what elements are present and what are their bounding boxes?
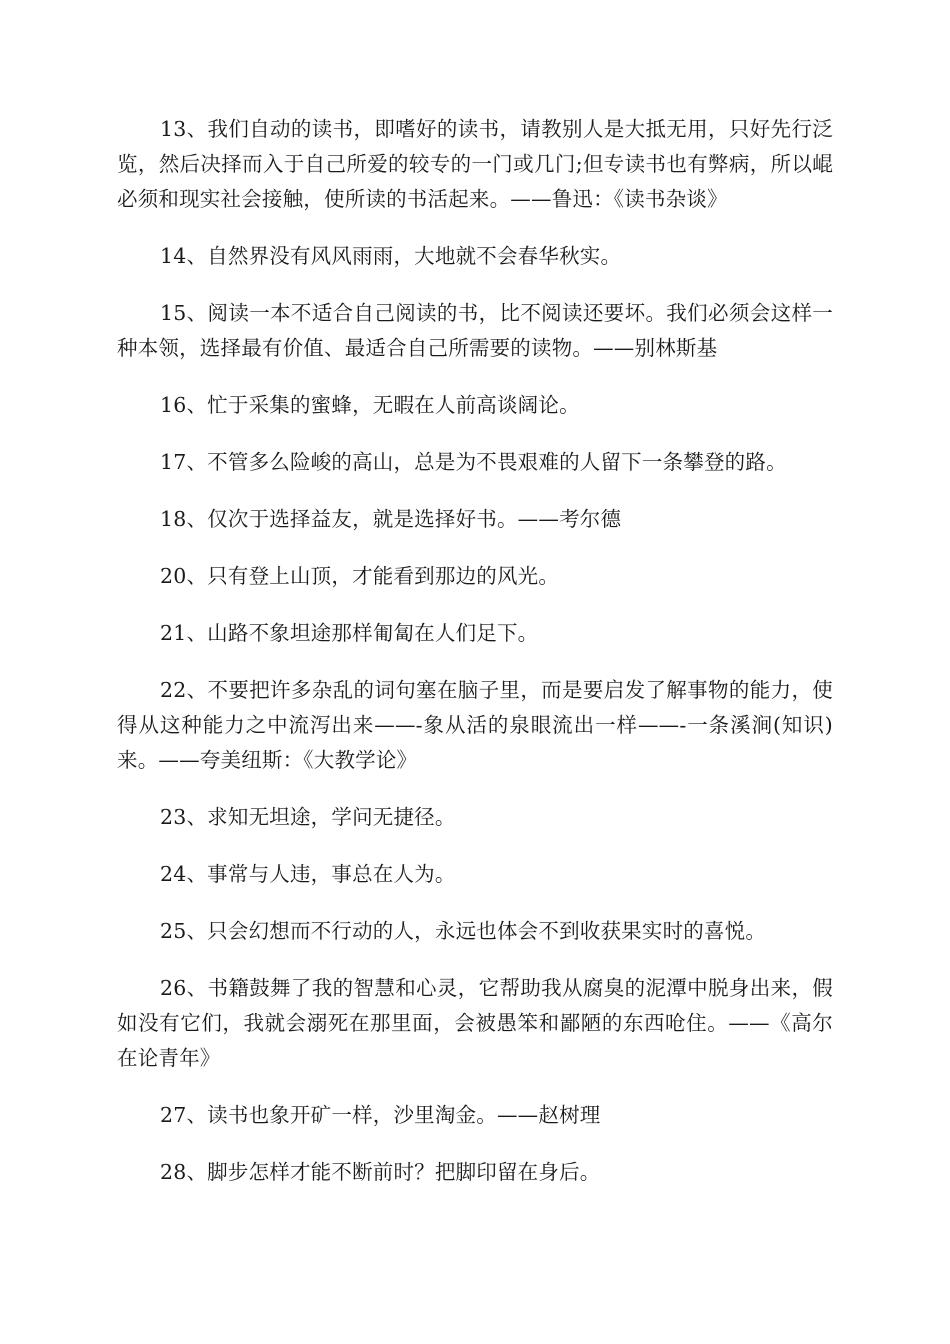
- quote-paragraph-23: 23、求知无坦途，学问无捷径。: [160, 805, 456, 829]
- quote-paragraph-15: 15、阅读一本不适合自己阅读的书，比不阅读还要坏。我们必须会这样一种本领，选择最有价值、最适合自己所需要的读物。——别林斯基: [117, 301, 833, 360]
- quote-paragraph-25: 25、只会幻想而不行动的人，永远也体会不到收获果实时的喜悦。: [160, 919, 767, 943]
- quote-paragraph-14: 14、自然界没有风风雨雨，大地就不会春华秋实。: [160, 244, 622, 268]
- quote-paragraph-13: 13、我们自动的读书，即嗜好的读书，请教别人是大抵无用，只好先行泛览，然后决择而入于自己所爱的较专的一门或几门;但专读书也有弊病，所以崐必须和现实社会接触，使所读的书活起来。——鲁迅：《读书杂谈》: [117, 117, 833, 211]
- quote-paragraph-26: 26、书籍鼓舞了我的智慧和心灵，它帮助我从腐臭的泥潭中脱身出来，假如没有它们，我就会溺死在那里面，会被愚笨和鄙陋的东西呛住。——《高尔在论青年》: [117, 976, 833, 1070]
- quote-paragraph-20: 20、只有登上山顶，才能看到那边的风光。: [160, 564, 560, 588]
- quote-paragraph-18: 18、仅次于选择益友，就是选择好书。——考尔德: [160, 507, 622, 531]
- quote-paragraph-21: 21、山路不象坦途那样匍匐在人们足下。: [160, 621, 539, 645]
- quote-paragraph-28: 28、脚步怎样才能不断前时？把脚印留在身后。: [160, 1160, 601, 1184]
- quote-paragraph-22: 22、不要把许多杂乱的词句塞在脑子里，而是要启发了解事物的能力，使得从这种能力之中流泻出来——-象从活的泉眼流出一样——-一条溪涧(知识)来。——夸美纽斯：《大教学论》: [117, 678, 833, 772]
- quote-paragraph-16: 16、忙于采集的蜜蜂，无暇在人前高谈阔论。: [160, 393, 580, 417]
- quote-paragraph-27: 27、读书也象开矿一样，沙里淘金。——赵树理: [160, 1103, 601, 1127]
- quote-paragraph-17: 17、不管多么险峻的高山，总是为不畏艰难的人留下一条攀登的路。: [160, 450, 787, 474]
- quote-paragraph-24: 24、事常与人违，事总在人为。: [160, 862, 456, 886]
- document-body: [117, 112, 833, 1212]
